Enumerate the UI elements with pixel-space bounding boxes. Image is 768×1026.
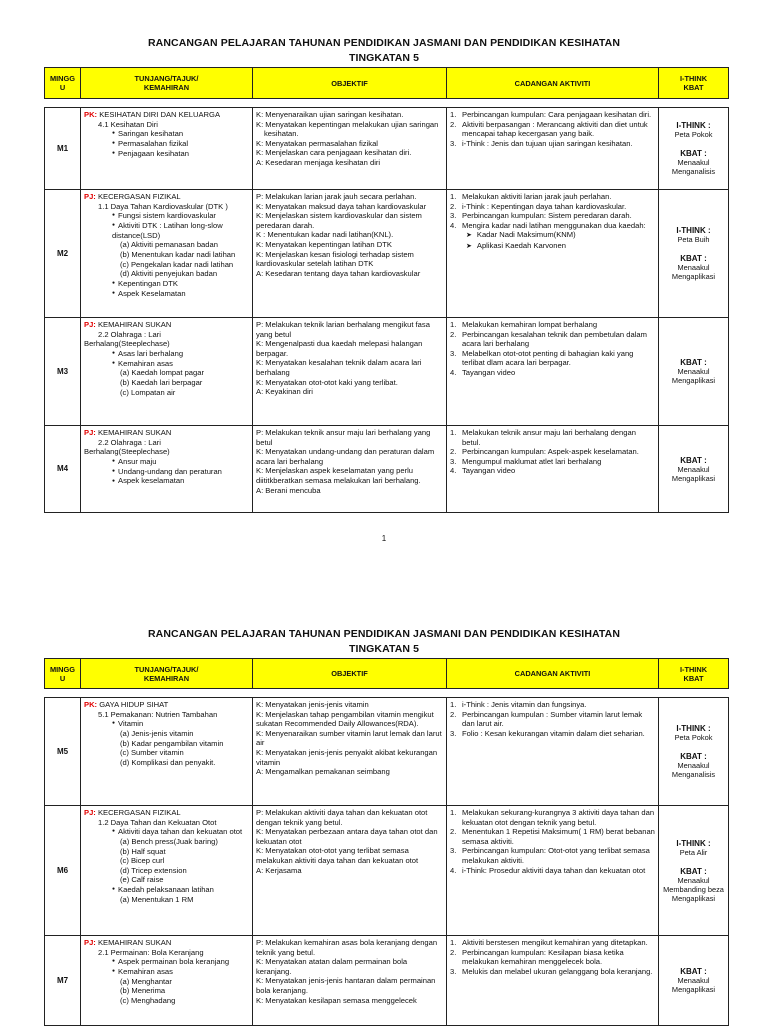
header-week: MINGG U [45, 659, 81, 689]
lesson-plan-table-page-2 [44, 658, 729, 1026]
table-row [45, 698, 729, 806]
objective-cell: P: Melakukan teknik larian berhalang mengikut fasa yang betul K: Mengenalpasti dua kaedah melepasi halangan berpagar. K: Menyatakan kesalahan teknik dalam acara lari berhalang K: Menyatakan otot-otot kaki yang terlibat. A: Keyakinan diri [253, 318, 447, 426]
objective-cell: P: Melakukan teknik ansur maju lari berhalang yang betul K: Menyatakan undang-undang dan peraturan dalam acara lari berhalang K: Menjelaskan aspek keselamatan yang perlu diititkberatkan semasa melakukan lari berhalang. A: Berani mencuba [253, 426, 447, 513]
week-cell: M2 [45, 190, 81, 318]
ithink-cell: KBAT : Menaakul Mengaplikasi [659, 318, 729, 426]
header-ithink: I-THINK KBAT [659, 68, 729, 99]
week-cell: M5 [45, 698, 81, 806]
objective-cell: K: Menyenaraikan ujian saringan kesihatan. K: Menyatakan kepentingan melakukan ujian saringan kesihatan. K: Menyatakan permasalahan fizikal K: Menjelaskan cara penjagaan kesihatan diri. A: Kesedaran menjaga kesihatan diri [253, 108, 447, 190]
method-item: ➤ Aplikasi Kaedah Karvonen [450, 241, 655, 252]
week-cell: M3 [45, 318, 81, 426]
week-cell: M7 [45, 936, 81, 1026]
lesson-plan-table-page-1 [44, 67, 729, 513]
topic-cell: PJ: KEMAHIRAN SUKAN 2.1 Permainan: Bola Keranjang ● Aspek permainan bola keranjang ● Kemahiran asas (a) Menghantar (b) Menerima (c) Menghadang [81, 936, 253, 1026]
header-objective: OBJEKTIF [253, 659, 447, 689]
week-cell: M6 [45, 806, 81, 936]
table-row [45, 806, 729, 936]
objective-cell: P: Melakukan aktiviti daya tahan dan kekuatan otot dengan teknik yang betul. K: Menyatakan perbezaan antara daya tahan otot dan kekuatan otot K: Menyatakan otot-otot yang terlibat semasa melakukan aktiviti daya tahan dan kekuatan otot A: Kerjasama [253, 806, 447, 936]
table-header-row [45, 68, 729, 99]
header-activity: CADANGAN AKTIVITI [447, 68, 659, 99]
ithink-cell: I-THINK : Peta Pokok KBAT : Menaakul Menganalisis [659, 108, 729, 190]
table-header-row [45, 659, 729, 689]
ithink-cell: I-THINK : Peta Buih KBAT : Menaakul Mengaplikasi [659, 190, 729, 318]
activity-cell: 1. Melakukan teknik ansur maju lari berhalang dengan betul. 2. Perbincangan kumpulan: Aspek-aspek keselamatan. 3. Mengumpul maklumat atlet lari berhalang 4. Tayangan video [447, 426, 659, 513]
activity-cell: 1. Aktiviti berstesen mengikut kemahiran yang ditetapkan. 2. Perbincangan kumpulan: Kesilapan biasa ketika melakukan kemahiran menggelecek bola. 3. Melukis dan melabel ukuran gelanggang bola keranjang. [447, 936, 659, 1026]
method-item: ➤ Kadar Nadi Maksimum(KNM) [450, 230, 655, 241]
week-cell: M1 [45, 108, 81, 190]
topic-cell: PJ: KECERGASAN FIZIKAL 1.1 Daya Tahan Kardiovaskular (DTK ) ● Fungsi sistem kardiovaskular ● Aktiviti DTK : Latihan long-slow distance(LSD) (a) Aktiviti pemanasan badan (b) Menentukan kadar nadi latihan (c) Pengekalan kadar nadi latihan (d) Aktiviti penyejukan badan ● Kepentingan DTK ● Aspek Keselamatan [81, 190, 253, 318]
document-title: RANCANGAN PELAJARAN TAHUNAN PENDIDIKAN JASMANI DAN PENDIDIKAN KESIHATAN [147, 37, 621, 49]
header-ithink: I-THINK KBAT [659, 659, 729, 689]
ithink-cell: I-THINK : Peta Alir KBAT : Menaakul Membanding beza Mengaplikasi [659, 806, 729, 936]
table-row [45, 936, 729, 1026]
document-subtitle: TINGKATAN 5 [348, 643, 420, 655]
topic-cell: PK: KESIHATAN DIRI DAN KELUARGA 4.1 Kesihatan Diri ● Saringan kesihatan ● Permasalahan fizikal ● Penjagaan kesihatan [81, 108, 253, 190]
header-topic: TUNJANG/TAJUK/ KEMAHIRAN [81, 68, 253, 99]
document-subtitle: TINGKATAN 5 [348, 52, 420, 64]
page-number: 1 [381, 534, 387, 543]
header-activity: CADANGAN AKTIVITI [447, 659, 659, 689]
activity-cell: 1. Perbincangan kumpulan: Cara penjagaan kesihatan diri. 2. Aktiviti berpasangan : Merancang aktiviti dan diet untuk mencapai tahap kecergasan yang baik. 3. i-Think : Jenis dan tujuan ujian saringan kesihatan. [447, 108, 659, 190]
activity-cell: 1. Melakukan kemahiran lompat berhalang 2. Perbincangan kesalahan teknik dan pembetulan dalam acara lari berhalang 3. Melabelkan otot-otot penting di bahagian kaki yang terlibat dlam acara lari berpagar. 4. Tayangan video [447, 318, 659, 426]
ithink-cell: KBAT : Menaakul Mengaplikasi [659, 936, 729, 1026]
topic-cell: PJ: KECERGASAN FIZIKAL 1.2 Daya Tahan dan Kekuatan Otot ● Aktiviti daya tahan dan kekuatan otot (a) Bench press(Juak baring) (b) Half squat (c) Bicep curl (d) Tricep extension (e) Calf raise ● Kaedah pelaksanaan latihan (a) Menentukan 1 RM [81, 806, 253, 936]
week-cell: M4 [45, 426, 81, 513]
topic-cell: PK: GAYA HIDUP SIHAT 5.1 Pemakanan: Nutrien Tambahan ● Vitamin (a) Jenis-jenis vitamin (b) Kadar pengambilan vitamin (c) Sumber vitamin (d) Komplikasi dan penyakit. [81, 698, 253, 806]
activity-cell: 1. Melakukan sekurang-kurangnya 3 aktiviti daya tahan dan kekuatan otot dengan teknik yang betul. 2. Menentukan 1 Repetisi Maksimum( 1 RM) berat bebanan semasa aktiviti. 3. Perbincangan kumpulan: Otot-otot yang terlibat semasa melakukan aktiviti. 4. i-Think: Prosedur aktiviti daya tahan dan kekuatan otot [447, 806, 659, 936]
table-row [45, 318, 729, 426]
table-row [45, 108, 729, 190]
topic-cell: PJ: KEMAHIRAN SUKAN 2.2 Olahraga : Lari Berhalang(Steeplechase) ● Ansur maju ● Undang-undang dan peraturan ● Aspek keselamatan [81, 426, 253, 513]
document-title: RANCANGAN PELAJARAN TAHUNAN PENDIDIKAN JASMANI DAN PENDIDIKAN KESIHATAN [147, 628, 621, 640]
header-objective: OBJEKTIF [253, 68, 447, 99]
header-topic: TUNJANG/TAJUK/ KEMAHIRAN [81, 659, 253, 689]
header-week: MINGG U [45, 68, 81, 99]
objective-cell: P: Melakukan larian jarak jauh secara perlahan. K: Menyatakan maksud daya tahan kardiovaskular K: Menjelaskan sistem kardiovaskular dan sistem peredaran darah. K : Menentukan kadar nadi latihan(KNL). K: Menyatakan kepentingan latihan DTK K: Menjelaskan kesan fisiologi terhadap sistem kardiovaskular setelah latihan DTK A: Kesedaran tentang daya tahan kardiovaskular [253, 190, 447, 318]
table-row [45, 190, 729, 318]
ithink-cell: I-THINK : Peta Pokok KBAT : Menaakul Menganalisis [659, 698, 729, 806]
objective-cell: K: Menyatakan jenis-jenis vitamin K: Menjelaskan tahap pengambilan vitamin mengikut sukatan Recommended Daily Allowances(RDA). K: Menyenaraikan sumber vitamin larut lemak dan larut air K: Menyatakan jenis-jenis penyakit akibat kekurangan vitamin A: Mengamalkan pemakanan seimbang [253, 698, 447, 806]
table-row [45, 426, 729, 513]
objective-cell: P: Melakukan kemahiran asas bola keranjang dengan teknik yang betul. K: Menyatakan atatan dalam permainan bola keranjang. K: Menyatakan jenis-jenis hantaran dalam permainan bola keranjang. K: Menyatakan kesilapan semasa menggelecek [253, 936, 447, 1026]
ithink-cell: KBAT : Menaakul Mengaplikasi [659, 426, 729, 513]
activity-cell: 1. i-Think : Jenis vitamin dan fungsinya. 2. Perbincangan kumpulan : Sumber vitamin larut lemak dan larut air. 3. Folio : Kesan kekurangan vitamin dalam diet seharian. [447, 698, 659, 806]
topic-cell: PJ: KEMAHIRAN SUKAN 2.2 Olahraga : Lari Berhalang(Steeplechase) ● Asas lari berhalang ● Kemahiran asas (a) Kaedah lompat pagar (b) Kaedah lari berpagar (c) Lompatan air [81, 318, 253, 426]
activity-cell: 1. Melakukan aktiviti larian jarak jauh perlahan. 2. i-Think : Kepentingan daya tahan kardiovaskular. 3. Perbincangan kumpulan: Sistem peredaran darah. 4. Mengira kadar nadi latihan menggunakan dua kaedah: ➤ Kadar Nadi Maksimum(KNM) ➤ Aplikasi Kaedah Karvonen [447, 190, 659, 318]
